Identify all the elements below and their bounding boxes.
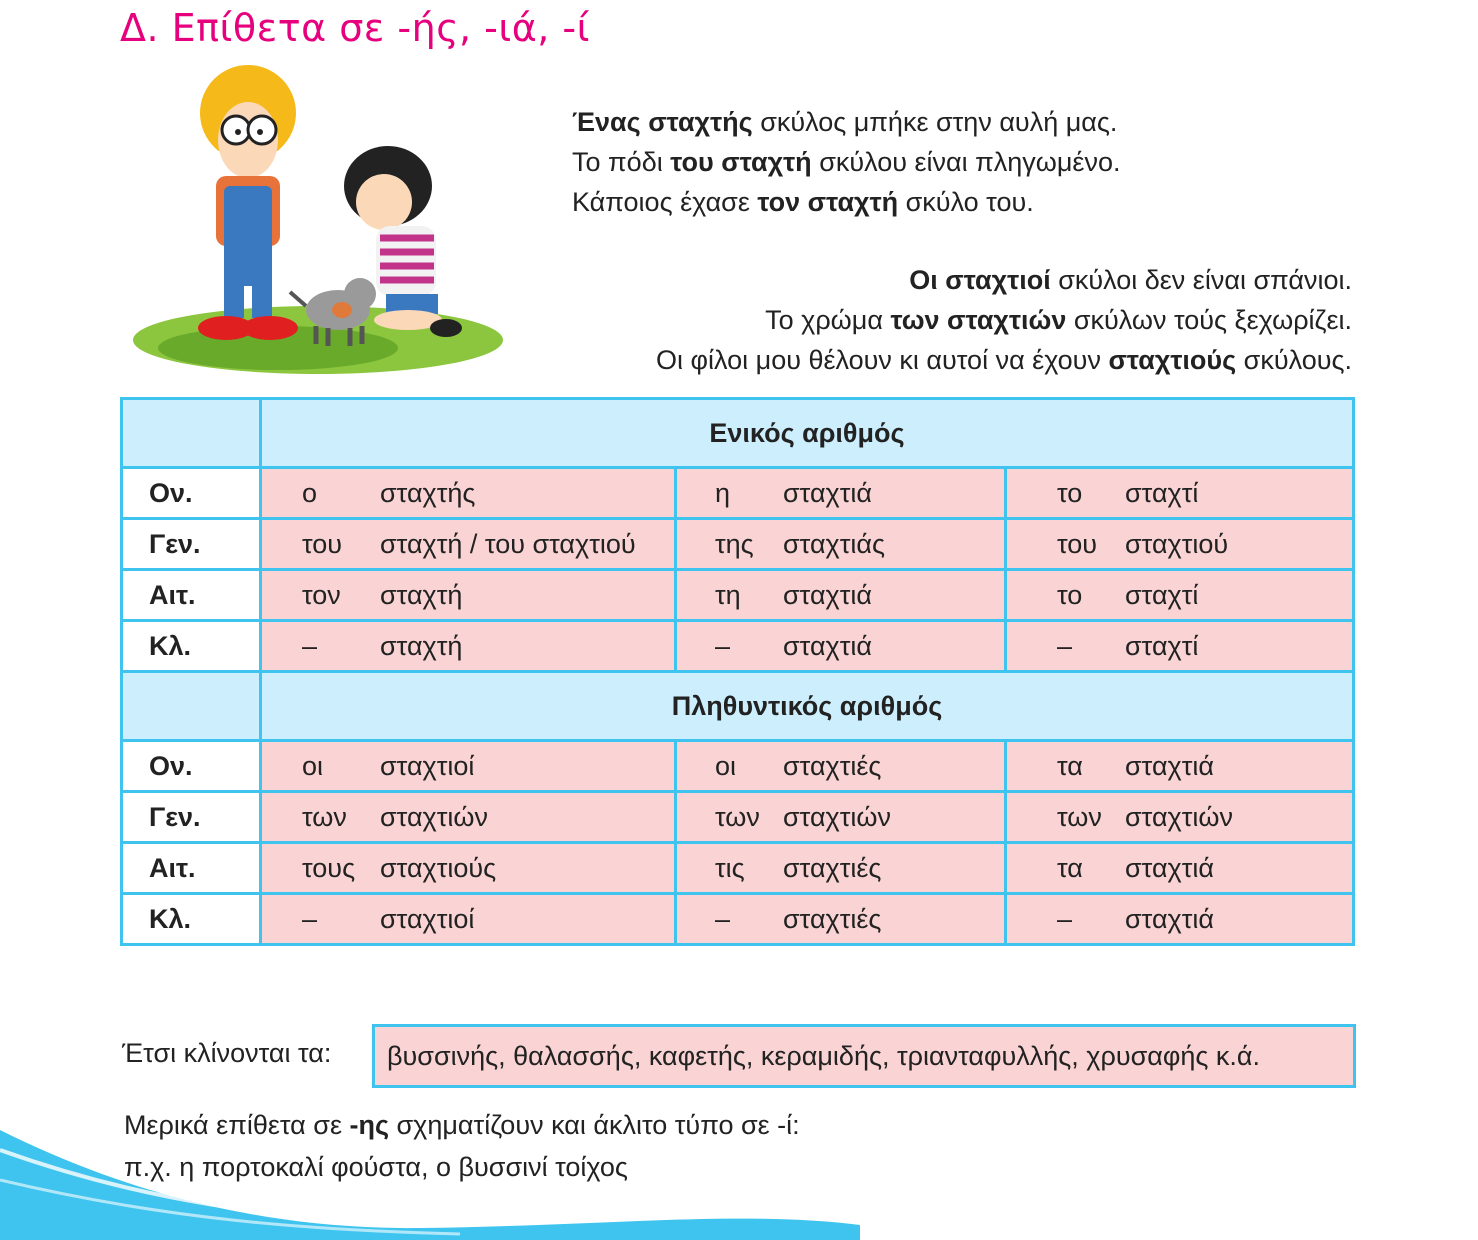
neuter-form: τα σταχτιά bbox=[1006, 843, 1354, 894]
feminine-form: – σταχτιά bbox=[676, 621, 1006, 672]
masculine-form: τον σταχτή bbox=[261, 570, 676, 621]
example-line: Το χρώμα των σταχτιών σκύλων τούς ξεχωρίζει. bbox=[765, 305, 1352, 335]
neuter-form: – σταχτιά bbox=[1006, 894, 1354, 945]
also-declined-label: Έτσι κλίνονται τα: bbox=[122, 1038, 332, 1068]
neuter-form: το σταχτί bbox=[1006, 570, 1354, 621]
case-label: Κλ. bbox=[122, 621, 261, 672]
table-row bbox=[122, 468, 1354, 519]
table-row bbox=[122, 792, 1354, 843]
case-label: Κλ. bbox=[122, 894, 261, 945]
neuter-form: τα σταχτιά bbox=[1006, 741, 1354, 792]
masculine-form: οι σταχτιοί bbox=[261, 741, 676, 792]
example-line: Οι σταχτιοί σκύλοι δεν είναι σπάνιοι. bbox=[909, 265, 1352, 295]
feminine-form: η σταχτιά bbox=[676, 468, 1006, 519]
neuter-form: – σταχτί bbox=[1006, 621, 1354, 672]
case-label: Αιτ. bbox=[122, 843, 261, 894]
feminine-form: των σταχτιών bbox=[676, 792, 1006, 843]
table-row bbox=[122, 621, 1354, 672]
table-row bbox=[122, 570, 1354, 621]
feminine-form: τις σταχτιές bbox=[676, 843, 1006, 894]
plural-header-row bbox=[122, 672, 1354, 741]
plural-header: Πληθυντικός αριθμός bbox=[261, 672, 1354, 741]
wave-decoration bbox=[0, 1130, 860, 1240]
also-declined-words: βυσσινής, θαλασσής, καφετής, κεραμιδής, τριανταφυλλής, χρυσαφής κ.ά. bbox=[372, 1024, 1356, 1088]
note-line: Μερικά επίθετα σε -ης σχηματίζουν και άκλιτο τύπο σε -ί: bbox=[124, 1110, 800, 1140]
case-label: Αιτ. bbox=[122, 570, 261, 621]
masculine-form: τους σταχτιούς bbox=[261, 843, 676, 894]
neuter-form: των σταχτιών bbox=[1006, 792, 1354, 843]
example-line: Κάποιος έχασε τον σταχτή σκύλο του. bbox=[572, 187, 1034, 217]
feminine-form: – σταχτιές bbox=[676, 894, 1006, 945]
case-label: Ον. bbox=[122, 468, 261, 519]
masculine-form: των σταχτιών bbox=[261, 792, 676, 843]
case-label: Ον. bbox=[122, 741, 261, 792]
table-row bbox=[122, 519, 1354, 570]
case-label: Γεν. bbox=[122, 519, 261, 570]
neuter-form: του σταχτιού bbox=[1006, 519, 1354, 570]
masculine-form: ο σταχτής bbox=[261, 468, 676, 519]
declension-table bbox=[120, 397, 1355, 946]
masculine-form: – σταχτή bbox=[261, 621, 676, 672]
feminine-form: τη σταχτιά bbox=[676, 570, 1006, 621]
table-row bbox=[122, 894, 1354, 945]
example-plural-paragraph bbox=[656, 260, 1352, 380]
page-title: Δ. Επίθετα σε -ής, -ιά, -ί bbox=[120, 6, 591, 50]
feminine-form: οι σταχτιές bbox=[676, 741, 1006, 792]
example-line: Το πόδι του σταχτή σκύλου είναι πληγωμένο. bbox=[572, 147, 1121, 177]
table-row bbox=[122, 741, 1354, 792]
boy-girl-grey-dog-icon bbox=[128, 58, 508, 388]
example-line: Ένας σταχτής σκύλος μπήκε στην αυλή μας. bbox=[572, 107, 1118, 137]
singular-header: Ενικός αριθμός bbox=[261, 399, 1354, 468]
masculine-form: – σταχτιοί bbox=[261, 894, 676, 945]
masculine-form: του σταχτή / του σταχτιού bbox=[261, 519, 676, 570]
example-line: Οι φίλοι μου θέλουν κι αυτοί να έχουν σταχτιούς σκύλους. bbox=[656, 345, 1352, 375]
singular-header-row bbox=[122, 399, 1354, 468]
table-row bbox=[122, 843, 1354, 894]
case-label: Γεν. bbox=[122, 792, 261, 843]
neuter-form: το σταχτί bbox=[1006, 468, 1354, 519]
note-line: π.χ. η πορτοκαλί φούστα, ο βυσσινί τοίχος bbox=[124, 1152, 628, 1182]
feminine-form: της σταχτιάς bbox=[676, 519, 1006, 570]
example-singular-paragraph bbox=[572, 102, 1120, 222]
